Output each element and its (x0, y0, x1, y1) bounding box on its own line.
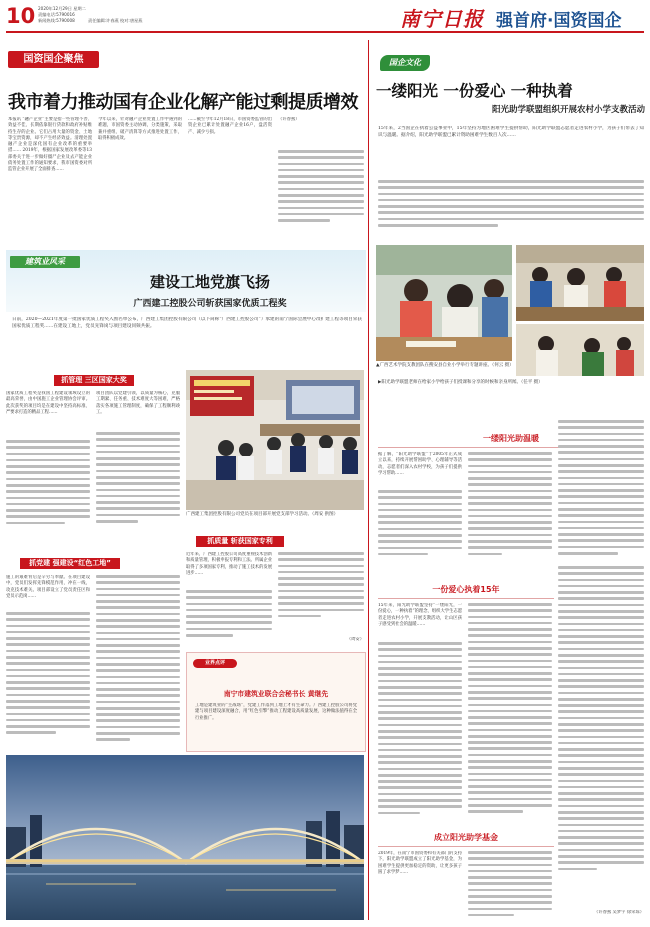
right-end (558, 910, 644, 918)
construction-col-5-lines (186, 590, 272, 646)
classroom-image-2 (516, 245, 644, 321)
construction-col-1-lines (6, 440, 90, 540)
party-box-body-wrap (195, 703, 357, 747)
construction-col-4-lines (96, 575, 180, 753)
meeting-room-image (186, 370, 364, 510)
left-lead: 本报讯 “融产企业”主要是指一些管理不善、效益不佳、长期依靠银行贷款和政府补贴维持生存的企业。它们占用大量的资金、土地等宝贵资源，却不产生经济效益。清理处置融产企业是深化国有企业改革的重要举措…… (8, 117, 92, 154)
right-subhead: 阳光助学联盟组织开展农村小学支教活动 (491, 105, 645, 115)
left-body-3: 今年以来，针对融产企业处置工作中遇到的难题，市国资委主动协调，分类施策，采取兼并重组、破产清算等方式推进处置工作，取得积极成效。 (98, 117, 182, 141)
right-col-8-lines (468, 851, 552, 921)
left-col-3 (188, 117, 272, 257)
right-sub-1: 一缕阳光助温暖 (483, 434, 539, 443)
party-box-tag-label: 业界点评 (204, 660, 225, 666)
left-body-2: 2019年，根据国家发展改革委等13部委关于进一步做好僵尸企业及去产能企业债务处置工作的通知要求，我市国资委对所监管企业开展了全面排查…… (8, 148, 92, 173)
right-sub-2: 一份爱心执着15年 (432, 585, 500, 594)
left-body-end: （许春燕） (278, 117, 300, 122)
date-line: 2020年12月29日 星期二 (38, 6, 86, 11)
banner-tag-label: 建筑业风采 (25, 257, 65, 266)
center-divider (368, 40, 369, 920)
construction-end (330, 637, 364, 645)
classroom-photo-2 (516, 245, 644, 321)
email-line: 新闻热线:5790008 (38, 18, 75, 23)
photo1-caption: ▲广西艺术学院支教团队在搜安县自业小学举行专题讲座。（何云 摄） (376, 363, 514, 368)
right-col-1-lines (378, 490, 462, 560)
left-lead-text (8, 117, 92, 257)
construction-sub-2: 抓党建 强建设“红色工地” (20, 558, 120, 569)
photo2-caption: ▶阳光助学联盟老师在给家小学给孩子们授课和分享的时候和亲身所闻。（任平 摄） (378, 380, 543, 385)
right-sub-3-rule (378, 846, 554, 847)
right-body-1: 据了解，“阳光助学联盟”于2005年正式成立以来，持续开展帮困助学、心理辅导等活动，志愿者们深入农村学校，为孩子们提供学习帮助…… (378, 452, 462, 476)
right-col-2-lines (468, 452, 552, 560)
right-body-3: 2019年，在南宁市国资委和有关部门的支持下，阳光助学联盟成立了阳光助学基金，为困难学生提供更加稳定的资助，让更多孩子圆了求学梦…… (378, 851, 462, 875)
right-col-6-lines (558, 566, 644, 882)
classroom-photo-1 (376, 245, 512, 361)
classroom-photo-3 (516, 324, 644, 376)
right-sub-3: 成立阳光助学基金 (434, 833, 498, 842)
classroom-image-3 (516, 324, 644, 376)
header-rule (6, 31, 644, 33)
right-col-3-lines (558, 420, 644, 560)
construction-lead-box (12, 317, 362, 365)
construction-headline: 建设工地党旗飞扬 (149, 273, 270, 291)
construction-col-6-lines (278, 552, 364, 632)
reporter-line: 责任编辑:许春燕 校对:唐星燕 (88, 18, 143, 23)
column-tag (8, 51, 99, 68)
right-col-7 (378, 851, 462, 921)
right-lead: 15年来，2当国企在执着公益事业中，15年坚持为地区困难学生提供帮助，阳光助学联盟志愿者走进农村小学，为孩子们带去了知识与温暖。据介绍，阳光助学联盟已累计资助困难学生数百人次…… (378, 126, 644, 138)
right-lead-lines (378, 180, 644, 238)
right-body-2: 15年来，阳光助学联盟坚持“一缕阳光，一份爱心，一种执着”的理念，组织大学生志愿者走进农村小学，开展支教活动，让山区孩子感受到社会的温暖…… (378, 603, 462, 627)
construction-sub-1: 抓管理 三区国家大奖 (54, 375, 134, 386)
column-tag-label: 国资国企聚焦 (23, 54, 84, 65)
bridge-photo (6, 755, 364, 920)
right-headline: 一缕阳光 一份爱心 一种执着 (376, 82, 573, 100)
construction-body-3: 施工的艰难背后是辛劳与奉献。在项目建设中，党员们发挥先锋模范作用，冲在一线，攻克技术难关。项目部设立了党员责任区和党员示范岗…… (6, 575, 90, 599)
right-col-5-lines (468, 603, 552, 823)
construction-body-4: 近年来，广西建工控股公司高度重视技术创新和质量管理，积极申报专利和工法。所属企业取得了多项国家专利，推动了施工技术的发展进步…… (186, 552, 272, 576)
construction-subhead: 广西建工控股公司斩获国家优质工程奖 (133, 299, 287, 309)
construction-body-2: 项目团队以党建引领，以质量为核心，克服工期紧、任务重、技术难度大等困难，严格落实各项施工管理制度，确保了工程顺利竣工。 (96, 391, 180, 415)
right-body-end: （许春燕 吴梦宇 徐荣琼） (594, 910, 644, 915)
editor-line: 责编电话:5790016 (38, 12, 75, 17)
party-box-tag (193, 659, 237, 668)
section-title: 强首府·国资国企 (496, 11, 622, 31)
construction-body-1: 国家优质工程奖是我国工程建设领域设立的最高荣誉，由中国施工企业管理协会评审。此次获奖的项目均是在建设中坚持高标准、严要求打造的精品工程…… (6, 391, 90, 415)
construction-photo (186, 370, 364, 510)
culture-tag (380, 55, 430, 71)
right-col-4-lines (378, 642, 462, 822)
page-header (0, 0, 650, 34)
bridge-night-image (6, 755, 364, 920)
left-col-2 (98, 117, 182, 257)
right-sub-2-rule (378, 598, 554, 599)
construction-col-2-lines (96, 432, 180, 540)
party-box (186, 652, 366, 752)
party-box-body: 工地是建筑业的“主战场”，党建工作落到工地上才有生命力。广西建工控股公司将党建与项目建设深度融合，用“红色引擎”推动工程建设高质量发展，这种做法值得在全行业推广。 (195, 703, 357, 721)
classroom-image-1 (376, 245, 512, 361)
construction-body-end: （周安） (346, 637, 364, 642)
culture-tag-label: 国企文化 (389, 58, 421, 67)
construction-col-3-lines (6, 612, 90, 752)
masthead-logo: 南宁日报 (400, 7, 484, 31)
banner-tag (10, 256, 80, 268)
construction-lead: 日前，2020—2021年度第一批国家优质工程奖入围名单公布，广西建工集团控股有限公司（以下简称“广西建工控股公司”）承建的南宁国际会展中心改扩建工程等项目荣获国家优质工程奖……在建设工地上，党员先锋岗与项目建设同频共振。 (12, 317, 362, 329)
left-filler-lines (278, 150, 364, 245)
left-body-4: ……截至今年12月18日，市国资委监管的出资企业已累计处置融产企业16户，盘活资产、减少亏损。 (188, 117, 272, 135)
left-headline: 我市着力推动国有企业化解产能过剩提质增效 (8, 92, 358, 113)
construction-photo-caption: 广西建工集团控股有限公司党员在项目部开展党支部学习活动。（周安 供图） (186, 512, 339, 517)
party-box-title: 南宁市建筑业联合会秘书长 黄继先 (223, 690, 329, 698)
construction-sub-3: 抓质量 斩获国家专利 (196, 536, 284, 547)
page-number: 10 (6, 4, 36, 28)
